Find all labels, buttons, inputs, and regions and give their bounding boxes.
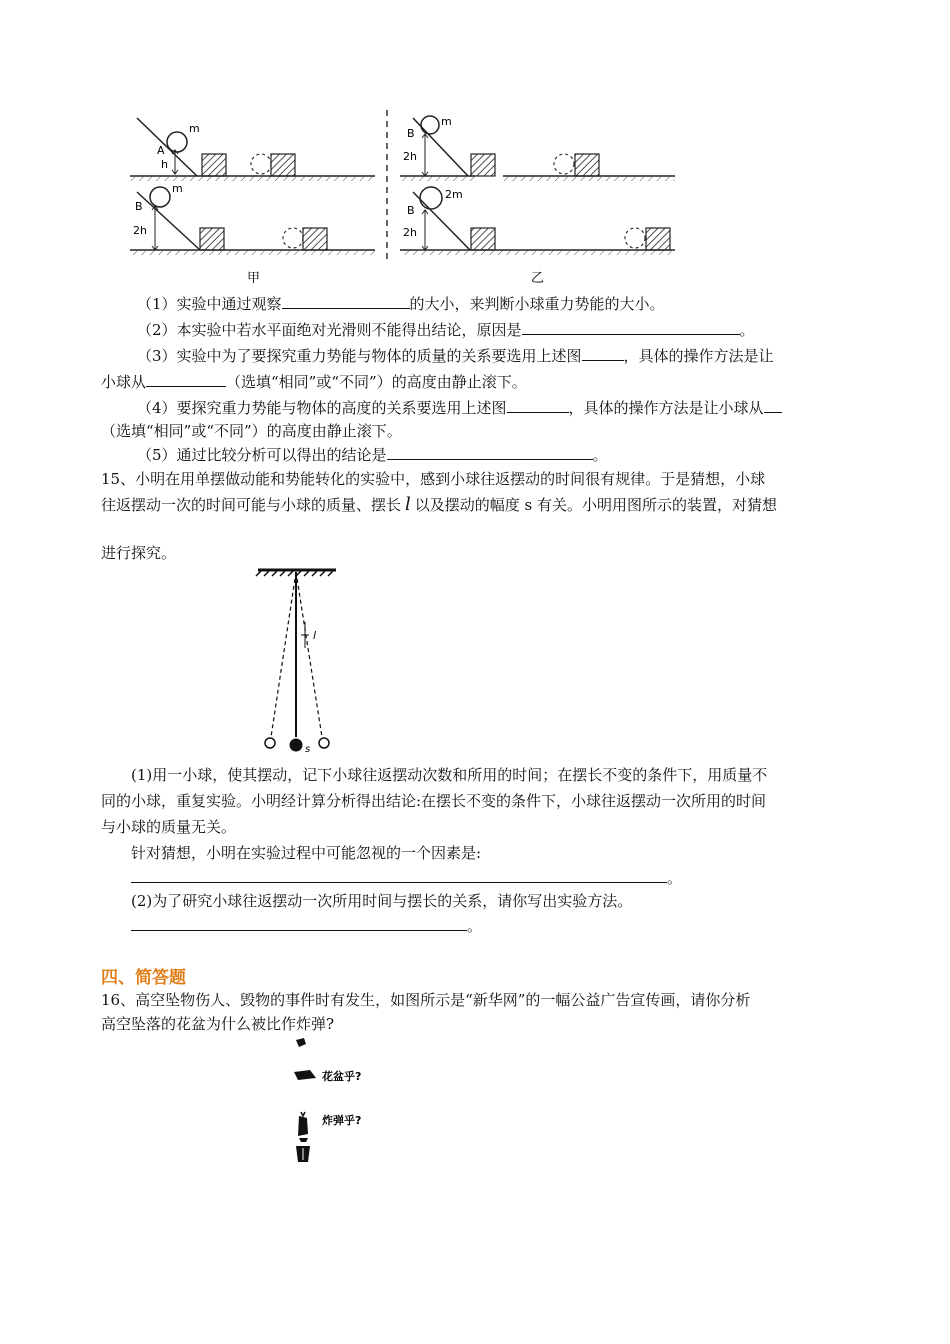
text: 。 (739, 321, 755, 339)
text: 。 (467, 917, 483, 935)
length-label: l (313, 629, 317, 642)
caption-bomb: 炸弹乎? (322, 1114, 362, 1127)
q14-part3-line1 (137, 344, 774, 367)
pendulum-length-symbol: l (405, 494, 411, 515)
point-b-label: B (407, 127, 415, 140)
q15-part1-line3: 与小球的质量无关。 (101, 818, 237, 836)
text: （5）通过比较分析可以得出的结论是 (137, 446, 387, 464)
text: （4）要探究重力势能与物体的高度的关系要选用上述图 (137, 399, 507, 417)
height-2h-label: 2h (133, 224, 147, 237)
text: 往返摆动一次的时间可能与小球的质量、摆长 (101, 496, 402, 514)
q15-line3: 进行探究。 (101, 544, 177, 562)
text: （选填“相同”或“不同”）的高度由静止滚下。 (226, 373, 527, 391)
ball-2m-label: 2m (445, 188, 463, 201)
q15-part1-line2: 同的小球，重复实验。小明经计算分析得出结论:在摆长不变的条件下，小球往返摆动一次所用的时间 (101, 792, 767, 810)
q16-line1: 16、高空坠物伤人、毁物的事件时有发生，如图所示是“新华网”的一幅公益广告宣传画，请你分析 (101, 991, 751, 1009)
section-title: 四、简答题 (101, 968, 186, 988)
height-2h-label: 2h (403, 150, 417, 163)
text: 以及摆动的幅度 s 有关。小明用图所示的装置，对猜想 (414, 496, 778, 514)
q15-line2 (101, 494, 777, 516)
point-a-label: A (157, 144, 165, 157)
q15-part2-answer (131, 914, 482, 937)
answer-blank[interactable] (282, 292, 410, 309)
text: （1）实验中通过观察 (137, 295, 282, 313)
q15-part2-line1: (2)为了研究小球往返摆动一次所用时间与摆长的关系，请你写出实验方法。 (131, 892, 633, 910)
q15-line1: 15、小明在用单摆做动能和势能转化的实验中，感到小球往返摆动的时间很有规律。于是猜想，小球 (101, 470, 766, 488)
height-2h-label: 2h (403, 226, 417, 239)
pendulum-figure (250, 560, 350, 760)
text: 小球从 (101, 373, 147, 391)
text: 。 (667, 869, 683, 887)
ball-mass-label: m (189, 122, 200, 135)
answer-blank[interactable] (764, 396, 782, 413)
text: 的高度由静止滚下。 (266, 422, 402, 440)
answer-blank[interactable] (522, 318, 740, 335)
figure-label-yi: 乙 (531, 271, 545, 286)
caption-flowerpot: 花盆乎? (322, 1070, 362, 1083)
answer-blank[interactable] (507, 396, 569, 413)
potential-energy-experiment-figure (125, 110, 685, 290)
text: （3）实验中为了要探究重力势能与物体的质量的关系要选用上述图 (137, 347, 582, 365)
text: （选填“相同”或“不同”） (101, 422, 267, 440)
height-h-label: h (161, 158, 168, 171)
jia-top-setup (130, 118, 375, 181)
text: ，具体的操作方法是让 (623, 347, 774, 365)
text: ，具体的操作方法是让小球从 (568, 399, 764, 417)
q14-part1 (137, 292, 665, 315)
jia-bottom-setup (130, 182, 375, 255)
point-b-label: B (135, 200, 143, 213)
text: （2）本实验中若水平面绝对光滑则不能得出结论，原因是 (137, 321, 522, 339)
q14-part4-line2 (101, 420, 402, 442)
q15-part1-line4: 针对猜想，小明在实验过程中可能忽视的一个因素是: (131, 844, 482, 862)
q14-part2 (137, 318, 755, 341)
figure-label-jia: 甲 (247, 271, 261, 286)
amplitude-label: s (305, 744, 311, 755)
answer-blank[interactable] (131, 866, 667, 883)
q14-part5 (137, 443, 608, 466)
answer-blank[interactable] (387, 443, 593, 460)
ball-mass-label: m (172, 182, 183, 195)
text: 。 (592, 446, 608, 464)
q14-part3-line2 (101, 370, 527, 393)
answer-blank[interactable] (146, 370, 226, 387)
answer-blank[interactable] (582, 344, 624, 361)
falling-flowerpot-illustration (290, 1034, 390, 1169)
q15-part1-line1: (1)用一小球，使其摆动，记下小球往返摆动次数和所用的时间；在摆长不变的条件下，用质量不 (131, 766, 768, 784)
q16-line2: 高空坠落的花盆为什么被比作炸弹? (101, 1015, 335, 1033)
yi-top-setup (400, 115, 675, 181)
q14-part4-line1 (137, 396, 782, 419)
answer-blank[interactable] (131, 914, 467, 931)
yi-bottom-setup (400, 187, 675, 255)
ball-mass-label: m (441, 115, 452, 128)
point-b-label: B (407, 204, 415, 217)
q15-part1-answer (131, 866, 682, 889)
text: 的大小，来判断小球重力势能的大小。 (409, 295, 665, 313)
